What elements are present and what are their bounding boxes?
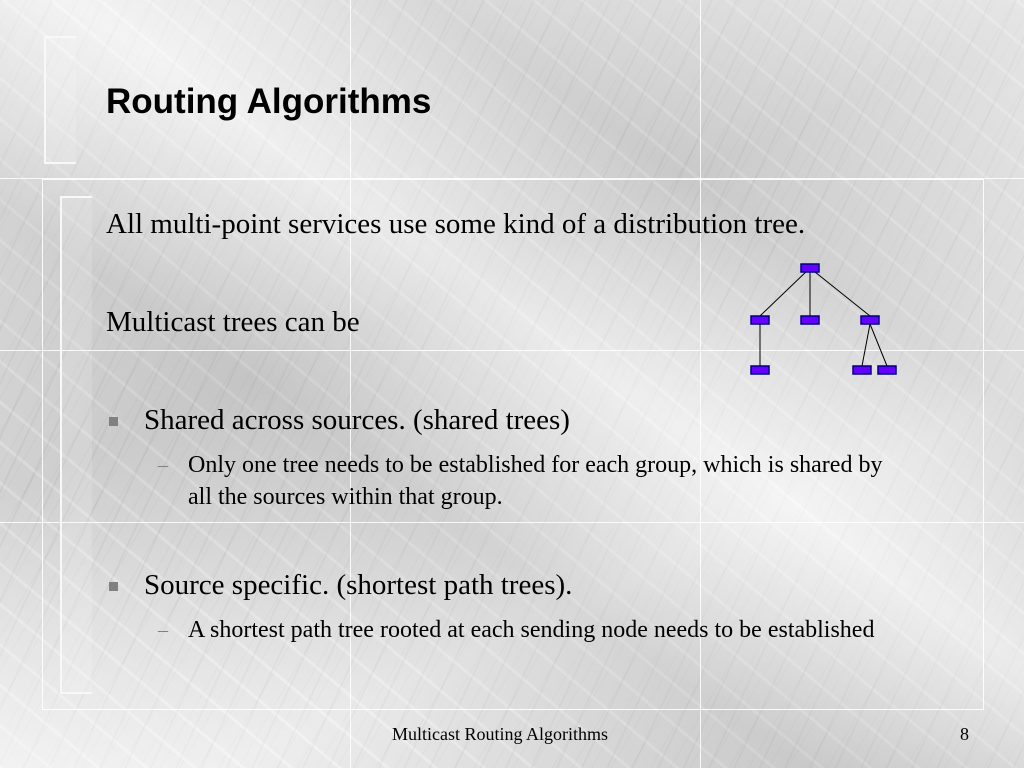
sub-bullet-text: A shortest path tree rooted at each sending node needs to be established <box>188 617 875 643</box>
tree-edge <box>810 268 870 316</box>
bullet-text: Source specific. (shortest path trees). <box>144 569 573 601</box>
tree-node <box>861 316 879 324</box>
dash-marker: – <box>158 454 168 476</box>
tree-node <box>878 366 896 374</box>
tree-edge <box>870 324 887 366</box>
intro-paragraph: All multi-point services use some kind of a distribution tree. <box>106 208 806 240</box>
tree-edge <box>862 324 870 366</box>
tree-node <box>801 264 819 272</box>
bullet-square-icon <box>109 417 118 426</box>
dash-marker: – <box>158 619 168 641</box>
bullet-text: Shared across sources. (shared trees) <box>144 404 570 436</box>
title-accent-bar <box>44 36 76 164</box>
page-number: 8 <box>960 724 969 744</box>
distribution-tree-diagram <box>745 258 905 382</box>
tree-node <box>801 316 819 324</box>
tree-node <box>853 366 871 374</box>
sub-bullet-text: Only one tree needs to be established for each group, which is shared by all the sources within that group. <box>188 452 883 510</box>
tree-node <box>751 316 769 324</box>
footer-title: Multicast Routing Algorithms <box>392 724 609 744</box>
lead-paragraph: Multicast trees can be <box>106 306 360 338</box>
bullet-square-icon <box>109 582 118 591</box>
tree-edge <box>760 268 810 316</box>
slide-title: Routing Algorithms <box>106 82 432 121</box>
tree-node <box>751 366 769 374</box>
